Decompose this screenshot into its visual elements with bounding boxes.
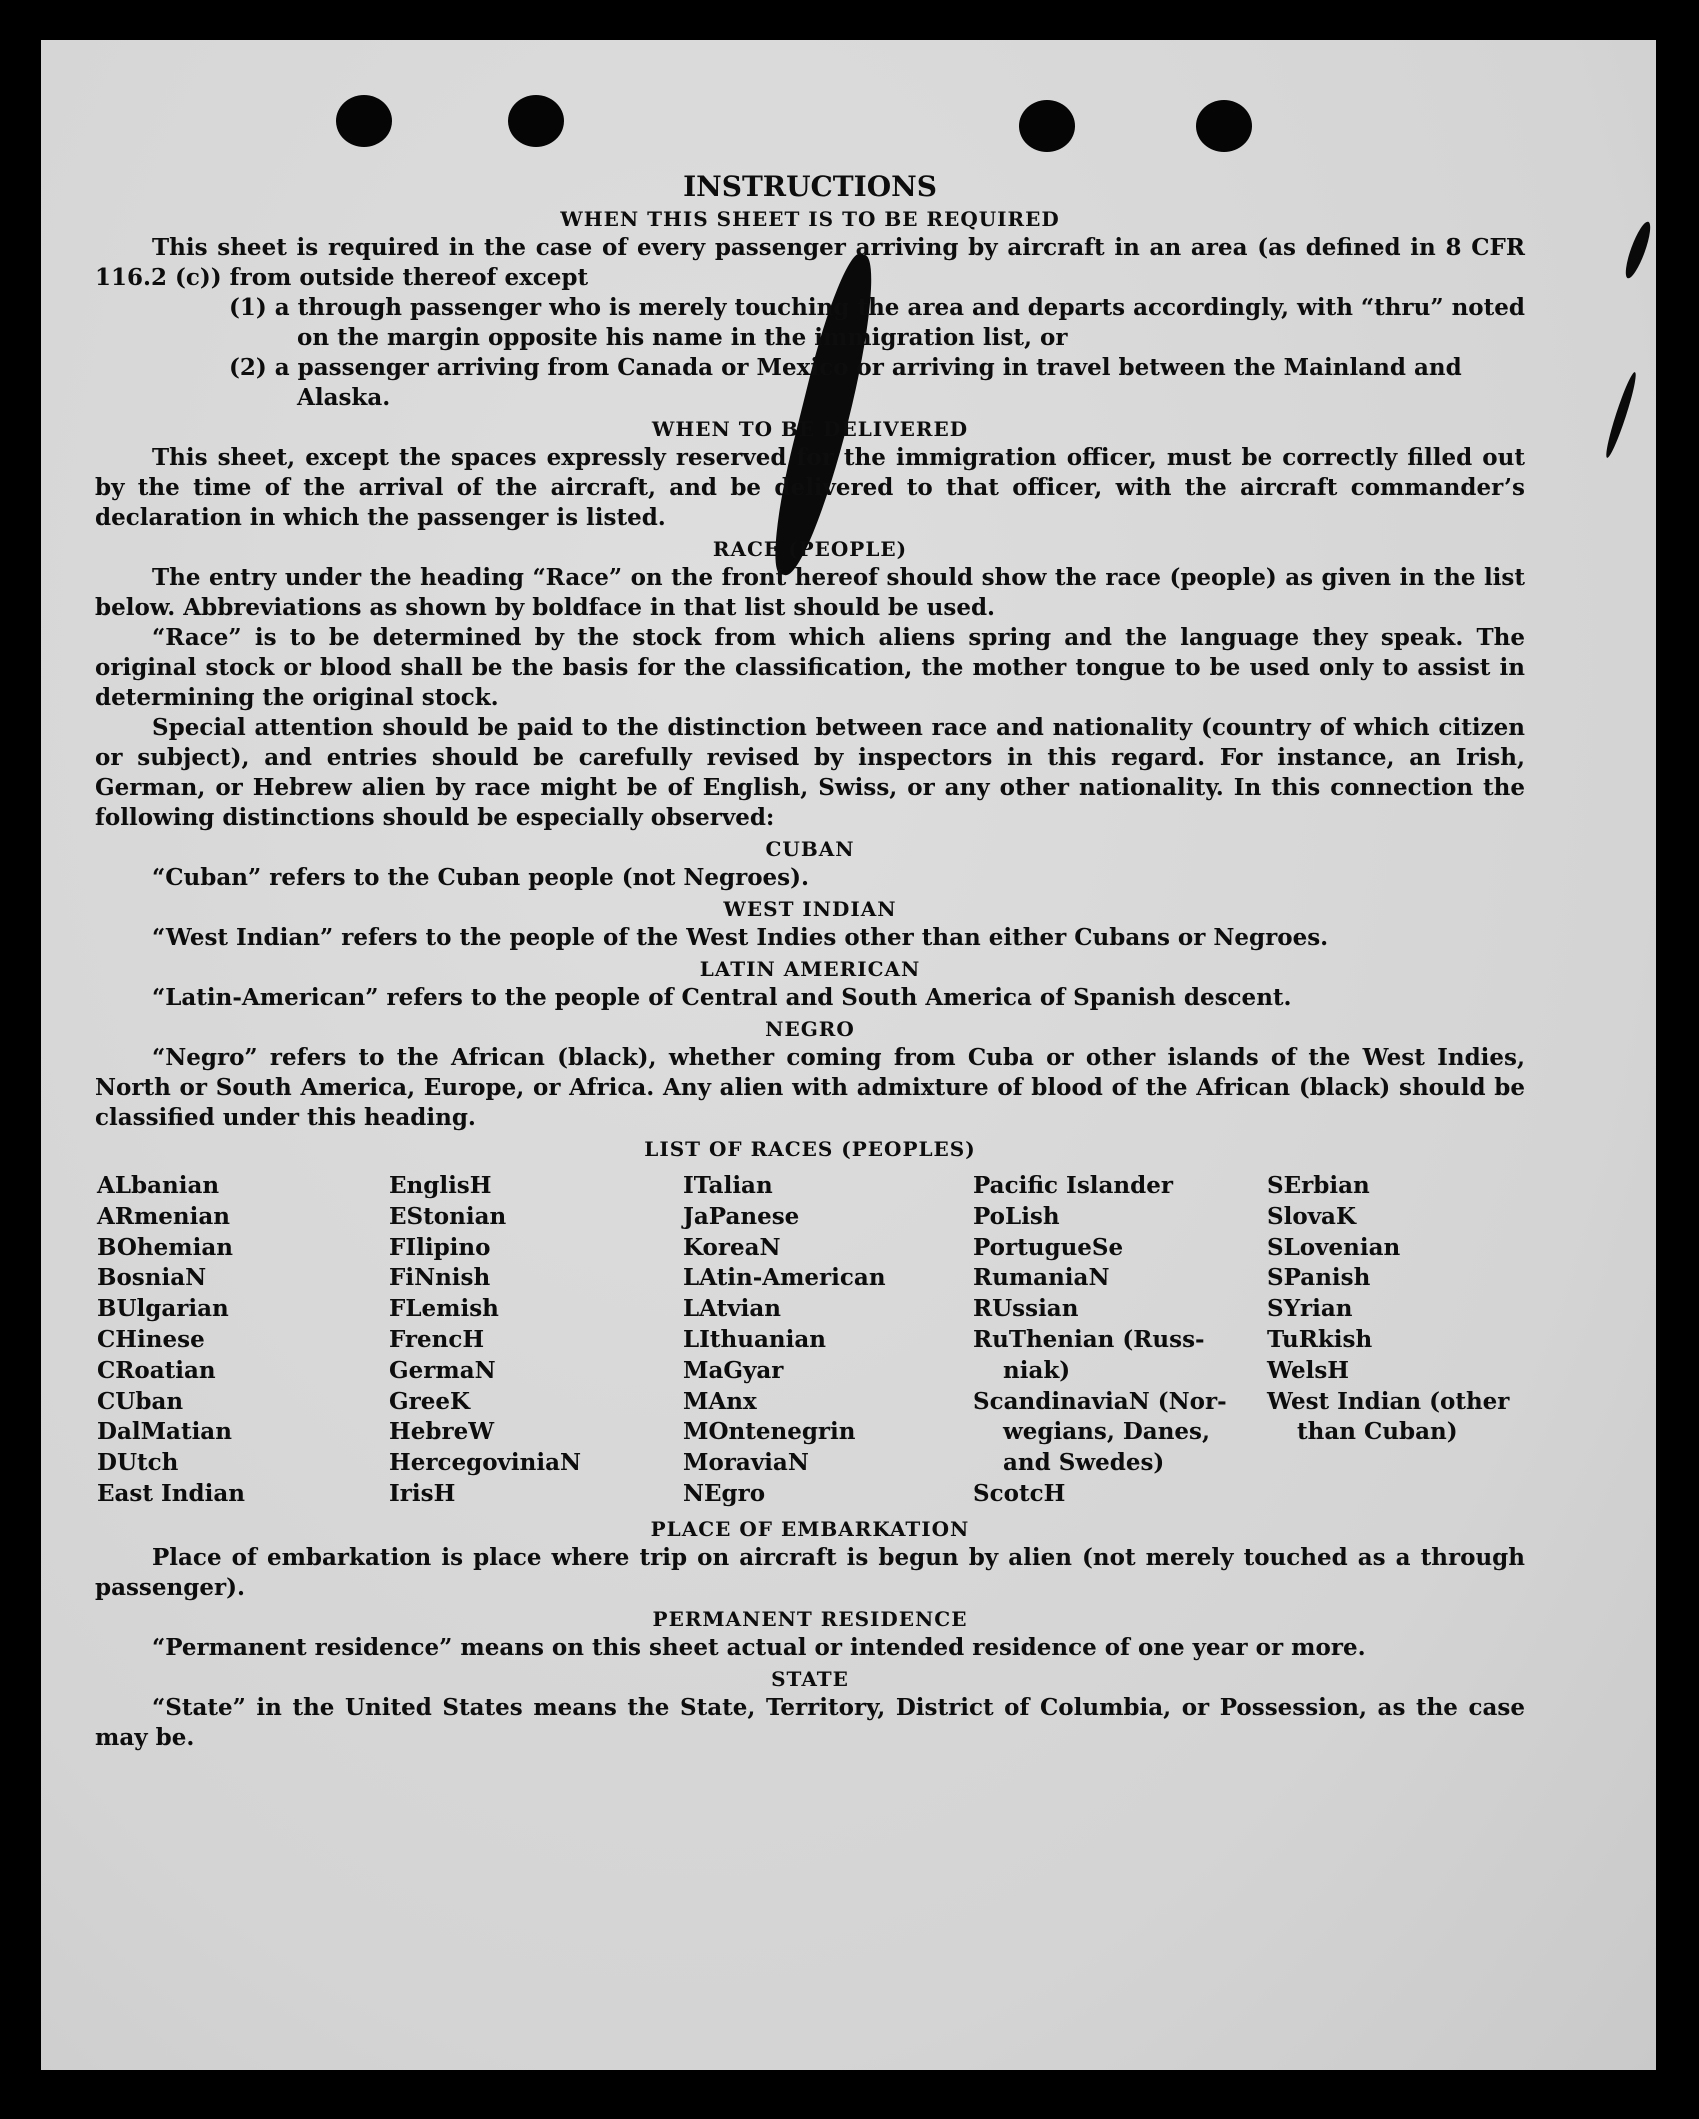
- paragraph: The entry under the heading “Race” on the front hereof should show the race (people) as given in the list below. Abbreviations as shown by boldface in that list should be used.: [95, 564, 1525, 621]
- race-entry: LIthuanian: [683, 1325, 826, 1353]
- race-entry: Pacific Islander: [973, 1172, 1173, 1199]
- race-entry: HercegoviniaN: [389, 1449, 582, 1477]
- races-list: [95, 1171, 1525, 1513]
- race-entry: SPanish: [1267, 1264, 1371, 1292]
- page-title: INSTRUCTIONS: [683, 170, 937, 203]
- section-heading: WEST INDIAN: [723, 897, 897, 921]
- race-entry: RuThenian (Russ-: [973, 1325, 1205, 1353]
- race-entry: RumaniaN: [973, 1264, 1110, 1292]
- race-entry: GreeK: [389, 1387, 471, 1415]
- punch-hole: [336, 95, 392, 147]
- punch-hole: [1019, 100, 1075, 152]
- section-heading: LATIN AMERICAN: [699, 957, 921, 981]
- race-entry: MAnx: [683, 1387, 757, 1415]
- race-entry: JaPanese: [683, 1202, 800, 1230]
- paragraph: “Cuban” refers to the Cuban people (not Negroes).: [152, 864, 810, 891]
- paragraph: “Race” is to be determined by the stock from which aliens spring and the language they speak. The original stock or blood shall be the basis for the classification, the mother tongue to be used only to assist in determining the original stock.: [95, 624, 1525, 711]
- race-entry: SYrian: [1267, 1295, 1353, 1323]
- section-heading: WHEN THIS SHEET IS TO BE REQUIRED: [560, 207, 1060, 231]
- race-entry: NEgro: [683, 1479, 766, 1507]
- paragraph: “Negro” refers to the African (black), whether coming from Cuba or other islands of the West Indies, North or South America, Europe, or Africa. Any alien with admixture of blood of the African (black) should be classified under this heading.: [95, 1044, 1525, 1131]
- paragraph: “Permanent residence” means on this sheet actual or intended residence of one year or more.: [152, 1634, 1366, 1661]
- race-entry: KoreaN: [683, 1233, 781, 1261]
- race-entry: IrisH: [389, 1479, 456, 1507]
- paragraph: “State” in the United States means the State, Territory, District of Columbia, or Possession, as the case may be.: [95, 1694, 1525, 1751]
- section-heading: CUBAN: [765, 837, 855, 861]
- race-entry: and Swedes): [1003, 1449, 1165, 1477]
- punch-hole: [1196, 100, 1252, 152]
- section-heading: LIST OF RACES (PEOPLES): [644, 1137, 976, 1161]
- race-entry: FiNnish: [389, 1264, 491, 1292]
- race-entry: RUssian: [973, 1295, 1079, 1323]
- section-heading: PLACE OF EMBARKATION: [650, 1517, 970, 1541]
- race-entry: MaGyar: [683, 1356, 784, 1384]
- race-entry: DUtch: [97, 1449, 179, 1477]
- race-entry: ITalian: [683, 1172, 773, 1199]
- section-heading: PERMANENT RESIDENCE: [652, 1607, 968, 1631]
- race-entry: PoLish: [973, 1202, 1060, 1230]
- race-entry: EnglisH: [389, 1172, 492, 1199]
- race-entry: than Cuban): [1297, 1418, 1458, 1446]
- race-entry: BOhemian: [97, 1233, 233, 1261]
- section-heading: STATE: [771, 1667, 849, 1691]
- race-entry: EStonian: [389, 1202, 507, 1230]
- race-entry: MOntenegrin: [683, 1418, 856, 1446]
- races-column: [973, 1171, 1227, 1510]
- race-entry: HebreW: [389, 1418, 495, 1446]
- paragraph: This sheet is required in the case of every passenger arriving by aircraft in an area (as defined in 8 CFR 116.2 (c)) from outside thereof except: [95, 234, 1525, 291]
- races-column: [97, 1171, 245, 1510]
- races-column: [683, 1171, 886, 1510]
- race-entry: SLovenian: [1267, 1233, 1401, 1261]
- section-heading: RACE (PEOPLE): [712, 537, 908, 561]
- races-column: [389, 1171, 581, 1510]
- race-entry: SlovaK: [1267, 1202, 1356, 1230]
- race-entry: TuRkish: [1267, 1325, 1373, 1353]
- race-entry: ARmenian: [97, 1202, 231, 1230]
- section-heading: WHEN TO BE DELIVERED: [651, 417, 969, 441]
- punch-hole: [508, 95, 564, 147]
- race-entry: WelsH: [1267, 1356, 1350, 1384]
- race-entry: DalMatian: [97, 1418, 232, 1446]
- section-heading: NEGRO: [765, 1017, 855, 1041]
- race-entry: CHinese: [97, 1325, 205, 1353]
- race-entry: BUlgarian: [97, 1295, 229, 1323]
- race-entry: FrencH: [389, 1325, 485, 1353]
- paragraph: Place of embarkation is place where trip on aircraft is begun by alien (not merely touched as a through passenger).: [95, 1544, 1525, 1601]
- race-entry: FLemish: [389, 1295, 499, 1323]
- races-column: [1267, 1171, 1509, 1448]
- race-entry: East Indian: [97, 1479, 245, 1507]
- race-entry: CRoatian: [97, 1356, 216, 1384]
- race-entry: ALbanian: [97, 1172, 220, 1199]
- paragraph: Special attention should be paid to the distinction between race and nationality (country of which citizen or subject), and entries should be carefully revised by inspectors in this regard. For instance, an Irish, German, or Hebrew alien by race might be of English, Swiss, or any other nationality. In this connection the following distinctions should be especially observed:: [95, 714, 1525, 831]
- race-entry: FIlipino: [389, 1233, 491, 1261]
- race-entry: CUban: [97, 1387, 184, 1415]
- race-entry: MoraviaN: [683, 1449, 809, 1477]
- race-entry: LAtvian: [683, 1295, 781, 1323]
- paragraph: “Latin-American” refers to the people of Central and South America of Spanish descent.: [152, 984, 1292, 1011]
- race-entry: niak): [1003, 1356, 1071, 1384]
- race-entry: ScandinaviaN (Nor-: [973, 1387, 1227, 1415]
- instructions-body: [95, 170, 1525, 1753]
- race-entry: SErbian: [1267, 1172, 1370, 1199]
- race-entry: ScotcH: [973, 1479, 1066, 1507]
- ink-mark: [1602, 371, 1639, 460]
- race-entry: LAtin-American: [683, 1264, 886, 1292]
- race-entry: wegians, Danes,: [1003, 1418, 1210, 1446]
- ink-mark: [1621, 219, 1655, 280]
- race-entry: BosniaN: [97, 1264, 207, 1292]
- race-entry: GermaN: [389, 1356, 496, 1384]
- paragraph: “West Indian” refers to the people of the West Indies other than either Cubans or Negroes.: [152, 924, 1329, 951]
- paragraph: This sheet, except the spaces expressly reserved for the immigration officer, must be correctly filled out by the time of the arrival of the aircraft, and be delivered to that officer, with the aircraft commander’s declaration in which the passenger is listed.: [95, 444, 1525, 531]
- list-item: (1) a through passenger who is merely touching the area and departs accordingly, with “thru” noted on the margin opposite his name in the immigration list, or: [229, 294, 1525, 351]
- race-entry: PortugueSe: [973, 1233, 1124, 1261]
- race-entry: West Indian (other: [1267, 1387, 1510, 1415]
- list-item: (2) a passenger arriving from Canada or Mexico or arriving in travel between the Mainland and Alaska.: [229, 354, 1462, 411]
